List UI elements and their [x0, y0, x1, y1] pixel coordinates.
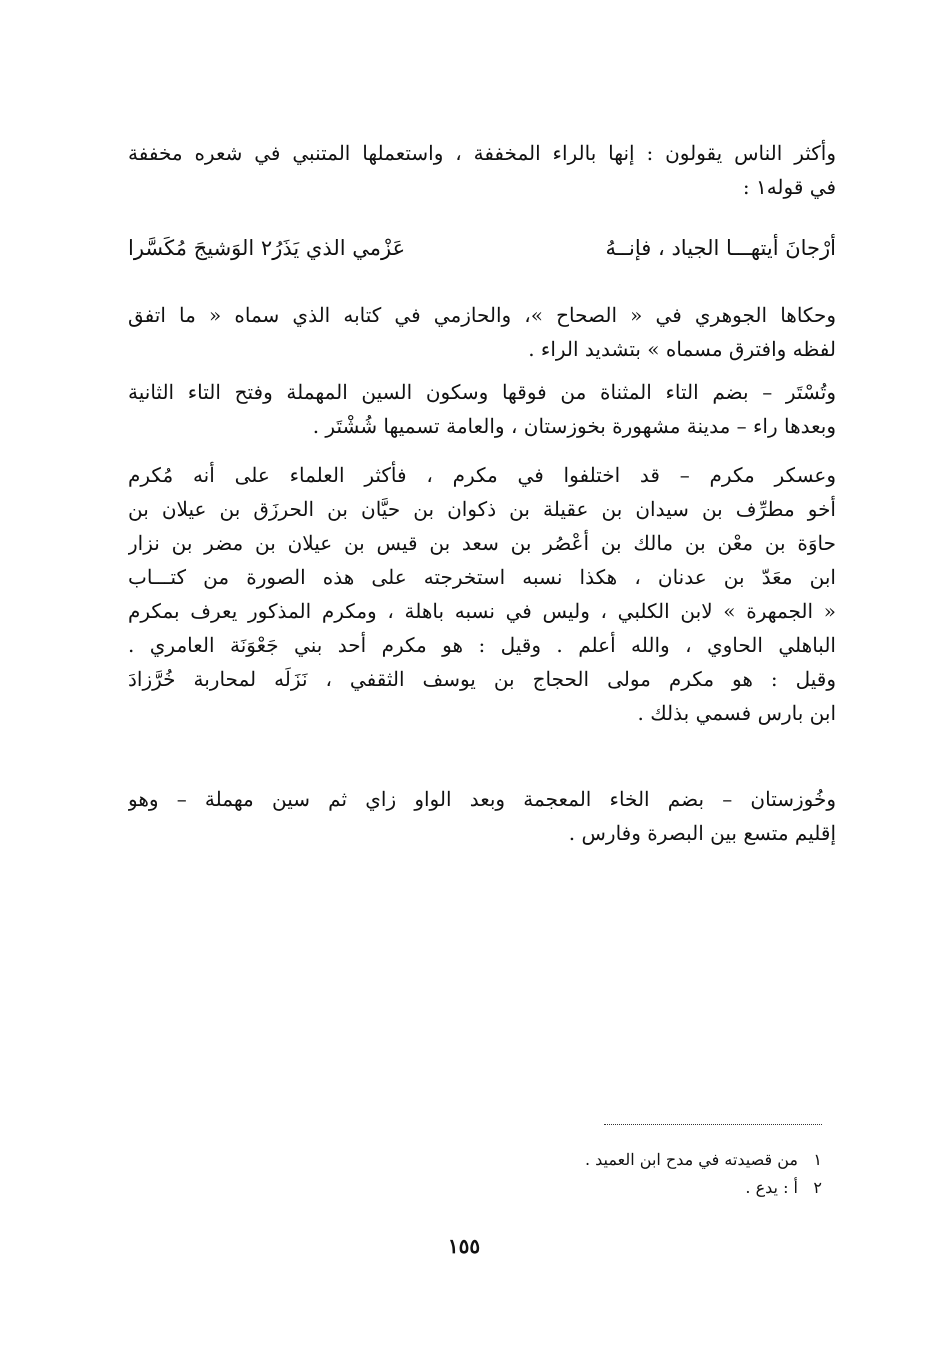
paragraph-3	[128, 375, 836, 443]
paragraph-1	[128, 136, 836, 204]
text-line: وعسكر مكرم – قد اختلفوا في مكرم ، فأكثر العلماء على أنه مُكرم	[128, 463, 836, 487]
text-line: ابن معَدّ بن عدنان ، هكذا نسبه استخرجته على هذه الصورة من كتـــاب	[128, 565, 836, 589]
footnote-number: ١	[813, 1150, 822, 1169]
footnote-number: ٢	[813, 1178, 822, 1197]
text-line: ابن بارس فسمي بذلك .	[637, 701, 836, 725]
footnote-separator	[604, 1124, 822, 1125]
text-line: وبعدها راء – مدينة مشهورة بخوزستان ، والعامة تسميها شُشْتَر .	[312, 414, 836, 438]
verse-first-hemistich: أرْجانَ أيتهـــا الجياد ، فإنــهُ	[605, 236, 836, 260]
text-line: « الجمهرة » لابن الكلبي ، وليس في نسبه باهلة ، ومكرم المذكور يعرف بمكرم	[128, 599, 836, 623]
text-line: وحكاها الجوهري في « الصحاح »، والحازمي في كتابه الذي سماه « ما اتفق	[128, 303, 836, 327]
text-line: لفظه وافترق مسماه » بتشديد الراء .	[528, 337, 836, 361]
footnotes	[500, 1146, 822, 1202]
page-number: ١٥٥	[447, 1234, 481, 1258]
paragraph-2	[128, 298, 836, 366]
text-line: حاوَة بن معْن بن مالك بن أعْصُر بن سعد بن قيس بن عيلان بن مضر بن نزار	[128, 531, 836, 555]
text-line: وخُوزستان – بضم الخاء المعجمة وبعد الواو زاي ثم سين مهملة – وهو	[128, 787, 836, 811]
poetry-verse	[128, 230, 836, 266]
paragraph-4	[128, 458, 836, 730]
text-line: أخو مطرِّف بن سيدان بن عقيلة بن ذكوان بن حيَّان بن الحرزَق بن عيلان بن	[128, 497, 836, 521]
text-line: وأكثر الناس يقولون : إنها بالراء المخففة ، واستعملها المتنبي في شعره مخففة	[128, 141, 836, 165]
text-line: في قوله١ :	[742, 175, 836, 199]
text-line: الباهلي الحاوي ، والله أعلم . وقيل : هو مكرم أحد بني جَعْوَنَة العامري .	[128, 633, 836, 657]
verse-second-hemistich: عَزْمي الذي يَذَرُ٢ الوَشيجَ مُكَسَّرا	[128, 236, 406, 260]
paragraph-5	[128, 782, 836, 850]
footnote-text: من قصيدته في مدح ابن العميد .	[584, 1150, 798, 1169]
footnote-text: أ : يدع .	[745, 1178, 798, 1197]
footnote-item	[500, 1174, 822, 1202]
footnote-item	[500, 1146, 822, 1174]
text-line: إقليم متسع بين البصرة وفارس .	[568, 821, 836, 845]
text-line: وقيل : هو مكرم مولى الحجاج بن يوسف الثقفي ، نَزَلَه لمحاربة خُرَّزادَ	[128, 667, 836, 691]
text-line: وتُسْتَر – بضم التاء المثناة من فوقها وسكون السين المهملة وفتح التاء الثانية	[128, 380, 836, 404]
